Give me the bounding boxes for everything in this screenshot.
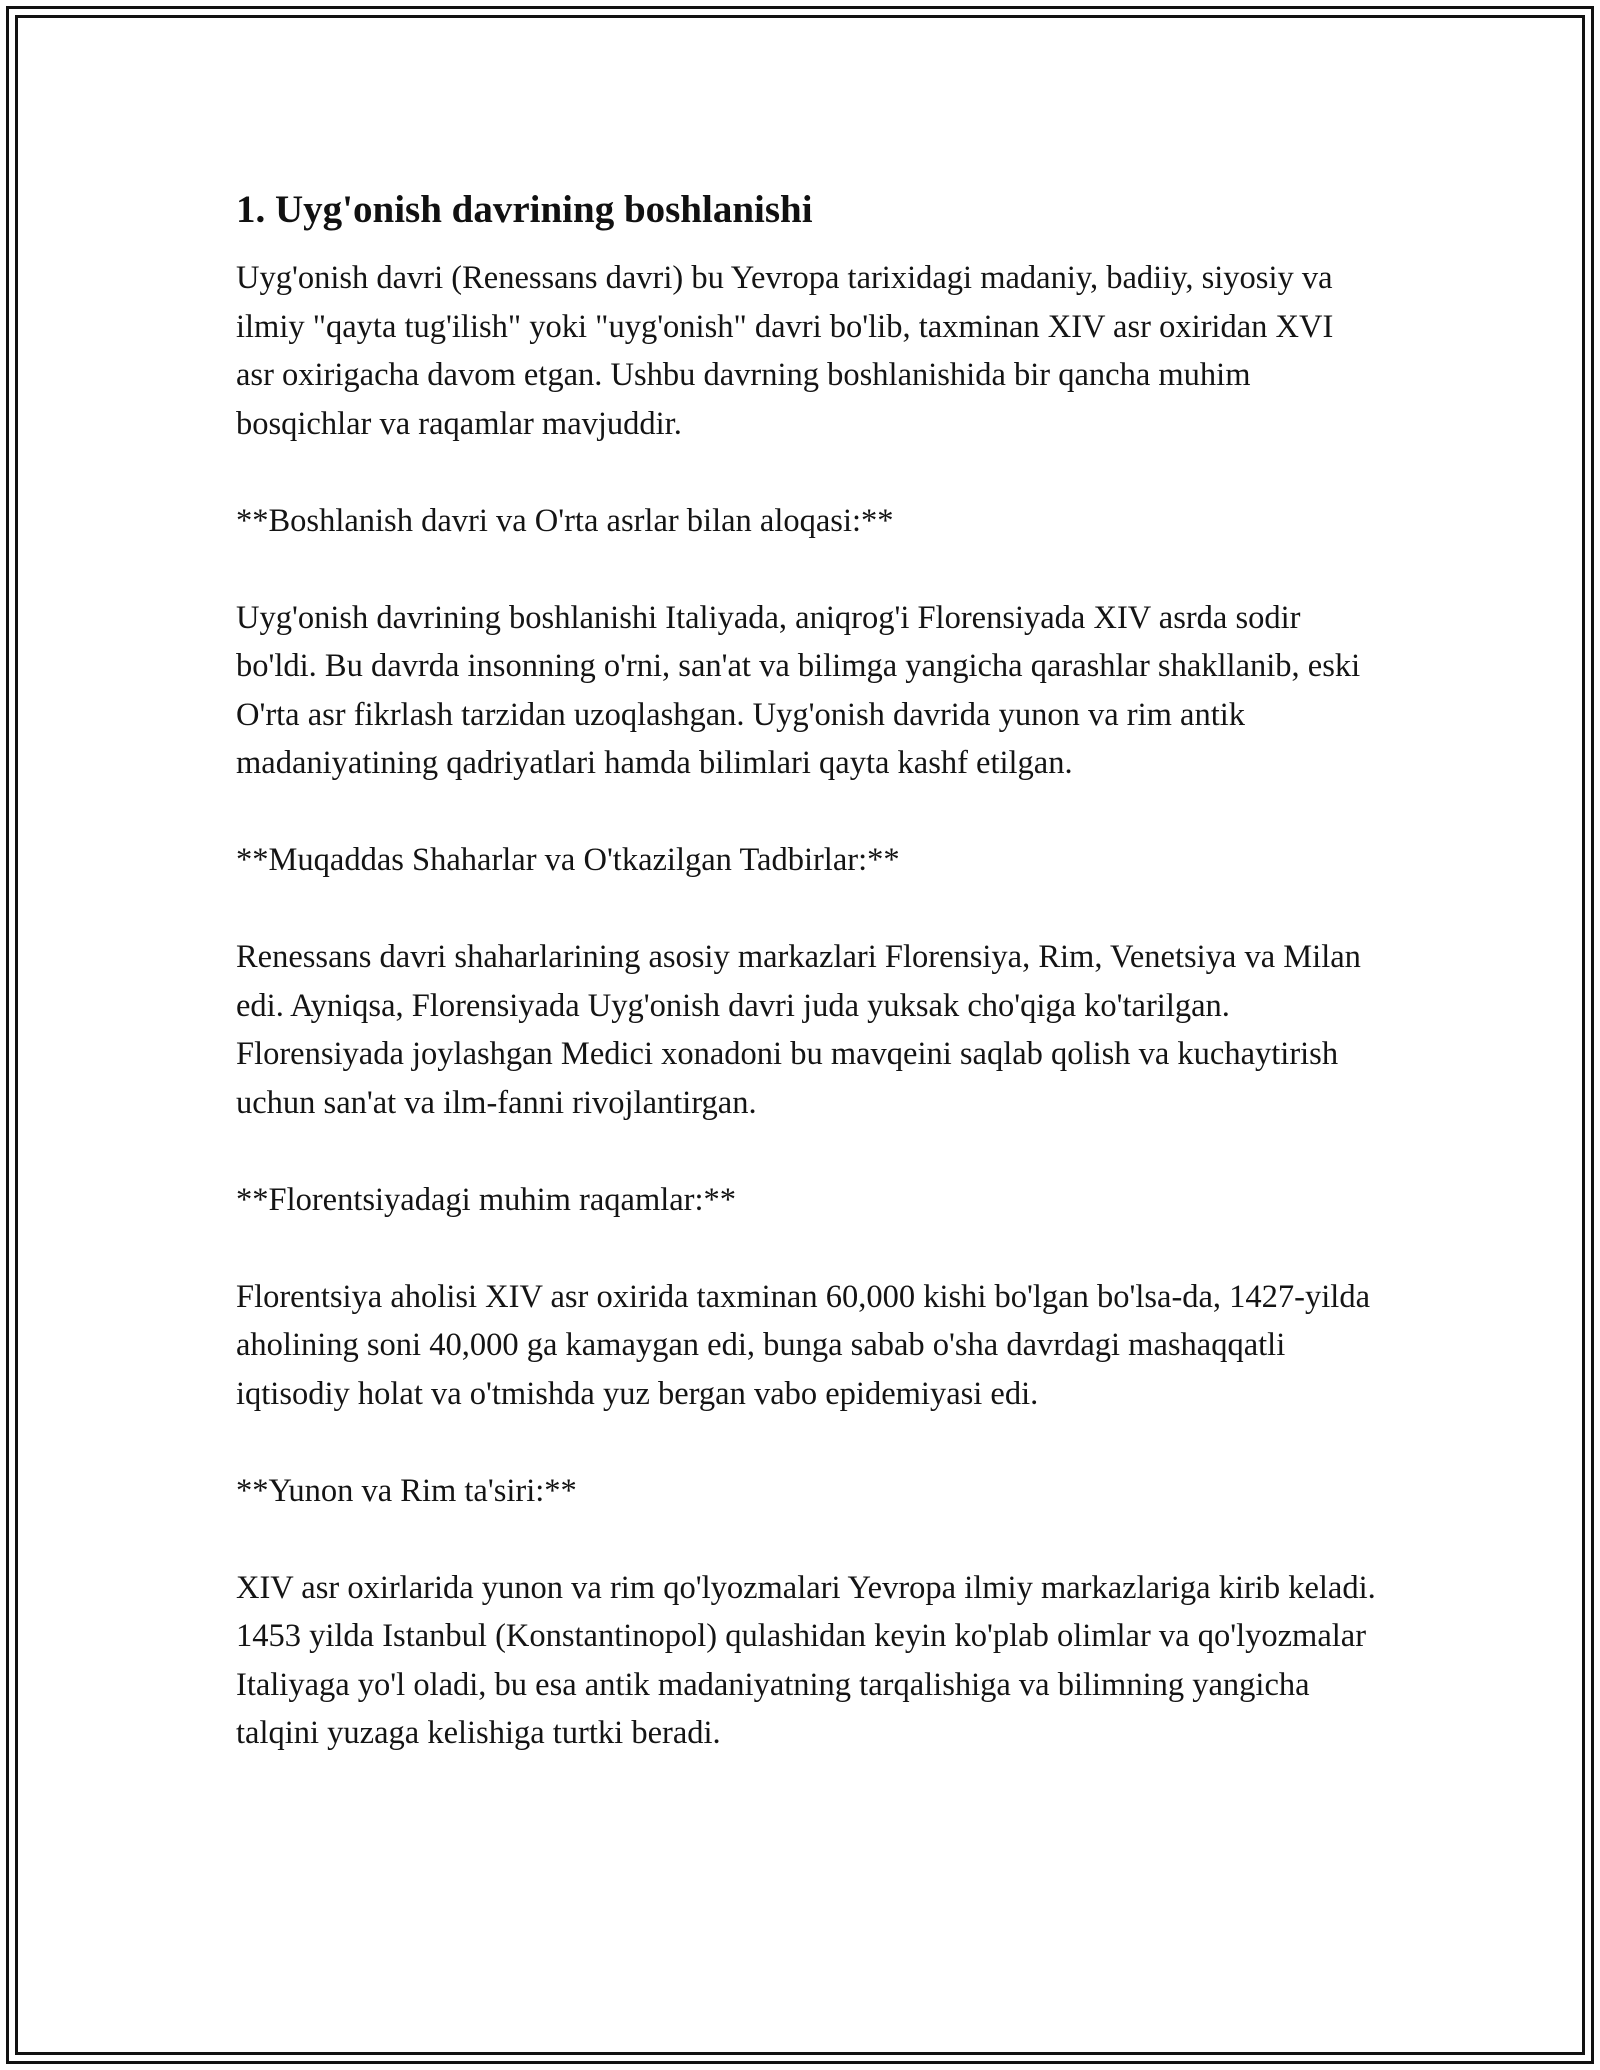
beginning-paragraph: Uyg'onish davrining boshlanishi Italiyada, aniqrog'i Florensiyada XIV asrda sodir bo'ldi. Bu davrda insonning o'rni, san'at va bilimga yangicha qarashlar shakllanib, eski O'rta asr fikrlash tarzidan uzoqlashgan. Uyg'onish davrida yunon va rim antik madaniyatining qadriyatlari hamda bilimlari qayta kashf etilgan. [236,599,1361,781]
florence-numbers-paragraph: Florentsiya aholisi XIV asr oxirida taxminan 60,000 kishi bo'lgan bo'lsa-da, 1427-yilda aholining soni 40,000 ga kamaygan edi, bunga sabab o'sha davrdagi mashaqqatli iqtisodiy holat va o'tmishda yuz bergan vabo epidemiyasi edi. [236,1278,1370,1412]
document-body [236,186,1376,1806]
intro-paragraph: Uyg'onish davri (Renessans davri) bu Yevropa tarixidagi madaniy, badiiy, siyosiy va ilmiy "qayta tug'ilish" yoki "uyg'onish" davri bo'lib, taxminan XIV asr oxiridan XVI asr oxirigacha davom etgan. Ushbu davrning boshlanishida bir qancha muhim bosqichlar va raqamlar mavjuddir. [236,260,1334,442]
subheading-greek-roman: **Yunon va Rim ta'siri:** [236,1472,577,1509]
subheading-cities: **Muqaddas Shaharlar va O'tkazilgan Tadbirlar:** [236,842,900,878]
subheading-beginning: **Boshlanish davri va O'rta asrlar bilan aloqasi:** [236,502,894,539]
subheading-florence-numbers: **Florentsiyadagi muhim raqamlar:** [236,1181,737,1218]
section-heading: 1. Uyg'onish davrining boshlanishi [236,188,813,231]
cities-paragraph: Renessans davri shaharlarining asosiy markazlari Florensiya, Rim, Venetsiya va Milan edi. Ayniqsa, Florensiyada Uyg'onish davri juda yuksak cho'qiga ko'tarilgan. Florensiyada joylashgan Medici xonadoni bu mavqeini saqlab qolish va kuchaytirish uchun san'at va ilm-fanni rivojlantirgan. [236,939,1361,1121]
greek-roman-paragraph: XIV asr oxirlarida yunon va rim qo'lyozmalari Yevropa ilmiy markazlariga kirib keladi. 1453 yilda Istanbul (Konstantinopol) qulashidan keyin ko'plab olimlar va qo'lyozmalar Italiyaga yo'l oladi, bu esa antik madaniyatning tarqalishiga va bilimning yangicha talqini yuzaga kelishiga turtki beradi. [236,1569,1376,1751]
